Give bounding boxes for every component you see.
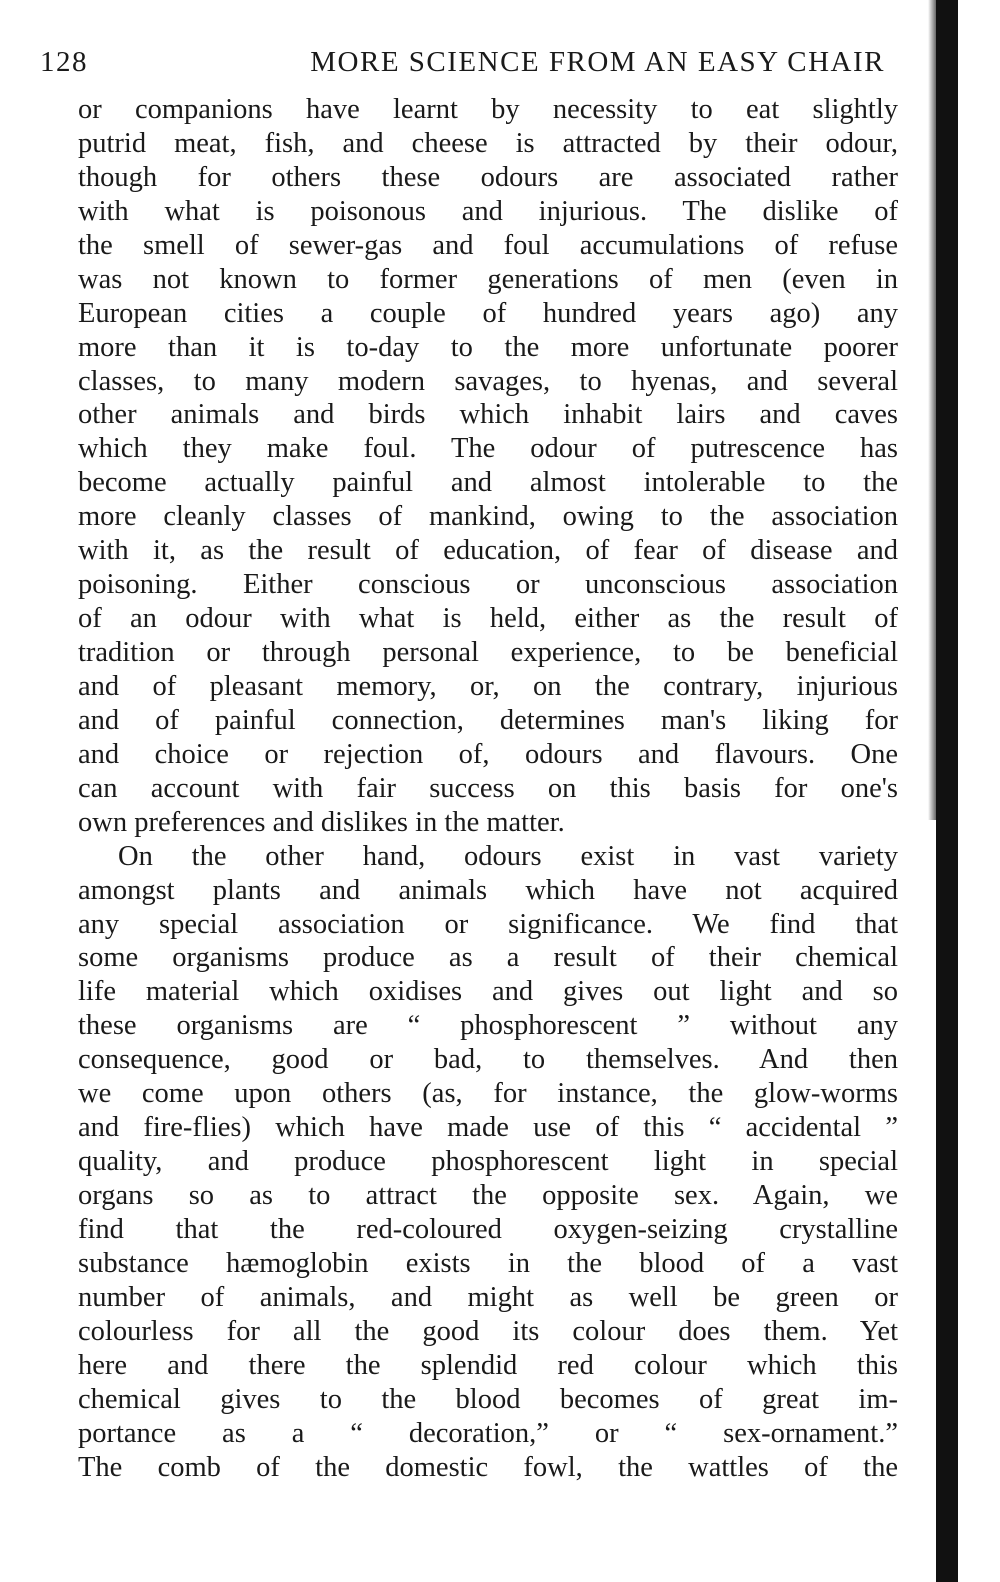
text-line: the smell of sewer-gas and foul accumulations of refuse xyxy=(78,229,898,261)
text-line: tradition or through personal experience, to be beneficial xyxy=(78,637,898,668)
text-line: was not known to former generations of men (even in xyxy=(78,263,898,295)
text-line: On the other hand, odours exist in vast variety xyxy=(118,840,898,872)
text-line: and of pleasant memory, or, on the contrary, injurious xyxy=(78,670,898,702)
text-line: colourless for all the good its colour does them. Yet xyxy=(78,1315,898,1347)
text-line: portance as a “ decoration,” or “ sex-ornament.” xyxy=(78,1417,898,1449)
text-line: substance hæmoglobin exists in the blood of a vast xyxy=(78,1247,898,1279)
text-line: with what is poisonous and injurious. The dislike of xyxy=(78,195,898,227)
running-header xyxy=(40,42,885,82)
text-line: putrid meat, fish, and cheese is attracted by their odour, xyxy=(78,127,898,159)
page-number: 128 xyxy=(40,45,88,78)
text-line: some organisms produce as a result of their chemical xyxy=(78,942,898,974)
text-line: and choice or rejection of, odours and flavours. One xyxy=(78,738,898,770)
text-line: with it, as the result of education, of fear of disease and xyxy=(78,535,898,567)
text-line: classes, to many modern savages, to hyenas, and several xyxy=(78,365,898,397)
text-line: find that the red-coloured oxygen-seizing crystalline xyxy=(78,1213,898,1245)
page-body xyxy=(78,93,898,1484)
text-line: and fire-flies) which have made use of this “ accidental ” xyxy=(78,1112,898,1144)
text-line: of an odour with what is held, either as the result of xyxy=(78,603,898,635)
running-title: MORE SCIENCE FROM AN EASY CHAIR xyxy=(310,45,885,78)
text-line: life material which oxidises and gives out light and so xyxy=(78,976,898,1008)
text-line: quality, and produce phosphorescent light in special xyxy=(78,1146,898,1178)
text-line: we come upon others (as, for instance, the glow-worms xyxy=(78,1078,898,1110)
text-line: and of painful connection, determines man's liking for xyxy=(78,704,898,736)
text-line: any special association or significance. We find that xyxy=(78,908,898,940)
text-line: though for others these odours are associated rather xyxy=(78,161,898,193)
text-line: can account with fair success on this basis for one's xyxy=(78,772,898,804)
text-line: which they make foul. The odour of putrescence has xyxy=(78,433,898,465)
text-line: these organisms are “ phosphorescent ” without any xyxy=(78,1010,898,1042)
text-line: or companions have learnt by necessity to eat slightly xyxy=(78,94,898,125)
text-line: European cities a couple of hundred years ago) any xyxy=(78,297,898,329)
scan-binding-edge xyxy=(936,0,958,1582)
text-line: The comb of the domestic fowl, the wattles of the xyxy=(78,1451,898,1483)
text-line: own preferences and dislikes in the matter. xyxy=(78,806,565,838)
text-line: poisoning. Either conscious or unconscious association xyxy=(78,569,898,601)
text-line: more cleanly classes of mankind, owing to the association xyxy=(78,501,898,533)
text-line: chemical gives to the blood becomes of great im- xyxy=(78,1383,898,1415)
text-line: here and there the splendid red colour which this xyxy=(78,1349,898,1381)
text-line: number of animals, and might as well be green or xyxy=(78,1281,898,1313)
text-line: more than it is to-day to the more unfortunate poorer xyxy=(78,331,898,363)
text-line: amongst plants and animals which have not acquired xyxy=(78,874,898,906)
text-line: other animals and birds which inhabit lairs and caves xyxy=(78,399,898,431)
text-line: consequence, good or bad, to themselves. And then xyxy=(78,1044,898,1076)
text-line: organs so as to attract the opposite sex. Again, we xyxy=(78,1180,898,1211)
text-line: become actually painful and almost intolerable to the xyxy=(78,467,898,499)
